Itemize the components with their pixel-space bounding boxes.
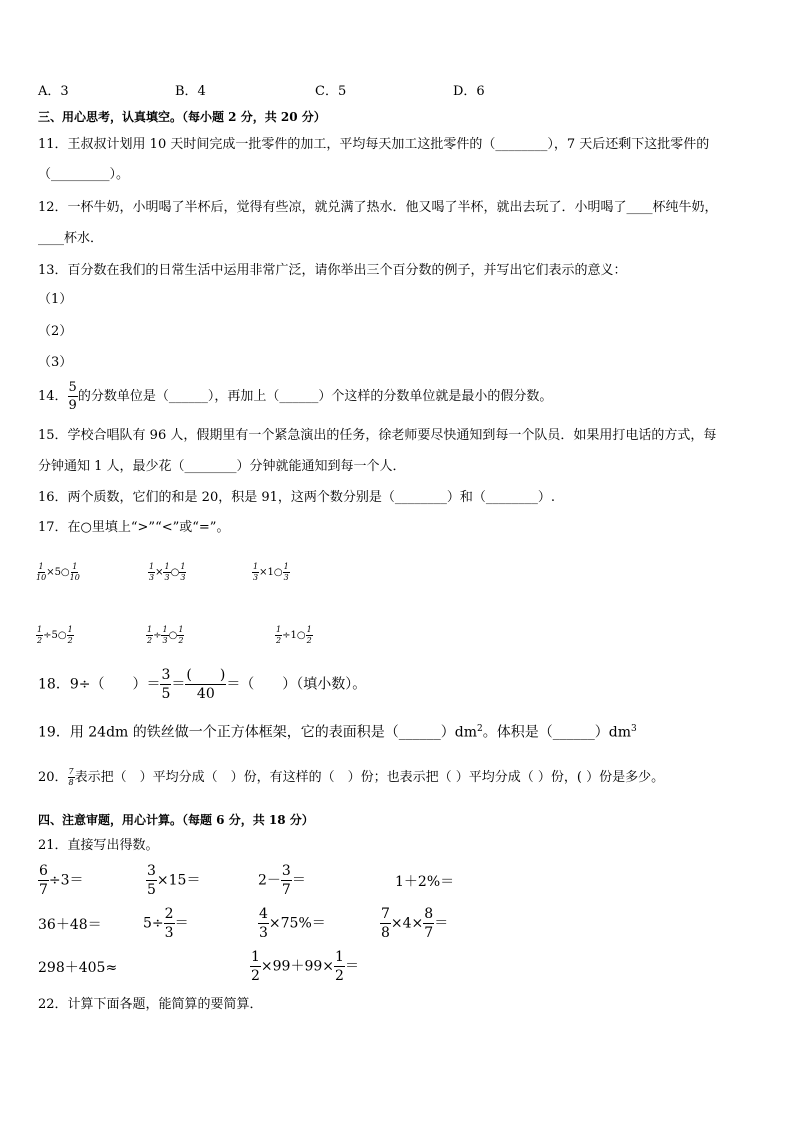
q21-r3-c1: 298＋405≈	[38, 960, 118, 976]
q11-line2: （_________）。	[38, 167, 130, 182]
q15-line1: 15．学校合唱队有 96 人，假期里有一个紧急演出的任务，徐老师要尽快通知到每一个队员．如果用打电话的方式，每	[38, 428, 717, 443]
q18-line: 18．9÷（ ）＝ $\frac{3}{5}$ ＝ $\frac{( )}{40}$ ＝（ ）（填小数）。	[38, 667, 367, 702]
q17-r2-c3: $\frac{1}{2}$ ÷1○ $\frac{1}{2}$	[276, 625, 312, 645]
option-d: D．6	[453, 84, 485, 99]
q14-prefix: 14．	[38, 389, 68, 404]
q15-line2: 分钟通知 1 人，最少花（________）分钟就能通知到每一个人．	[38, 459, 406, 474]
section3-title: 三、用心思考，认真填空。（每小题 2 分，共 20 分）	[38, 110, 326, 124]
q21-r1-c2: $\frac{3}{5}$ ×15＝	[147, 863, 201, 898]
q21-r2-c4: $\frac{7}{8}$ ×4× $\frac{8}{7}$ ＝	[381, 906, 449, 941]
q21-r2-c3: $\frac{4}{3}$ ×75%＝	[259, 906, 326, 941]
option-b: B．4	[175, 84, 206, 99]
option-a: A．3	[38, 84, 69, 99]
q16-line: 16．两个质数，它们的和是 20，积是 91，这两个数分别是（________）和（________）.	[38, 490, 556, 505]
q17-title: 17．在○里填上“>”“<”或“=”。	[38, 520, 230, 535]
q18-fraction-2: $\frac{( )}{40}$	[186, 667, 226, 702]
q18-fraction-1: $\frac{3}{5}$	[161, 667, 171, 702]
q17-r2-c2: $\frac{1}{2}$ ÷ $\frac{1}{3}$ ○ $\frac{1}{2}$	[147, 625, 184, 645]
q14-text: 的分数单位是（______），再加上（______）个这样的分数单位就是最小的假分数。	[77, 389, 553, 404]
q21-r2-c2: 5÷ $\frac{2}{3}$ ＝	[143, 906, 189, 941]
q21-r1-c3: 2－ $\frac{3}{7}$ ＝	[258, 863, 306, 898]
q13-item-3: （3）	[38, 355, 73, 370]
q21-r3-c3: $\frac{1}{2}$ ×99＋99× $\frac{1}{2}$ ＝	[251, 949, 359, 984]
q21-r2-c1: 36＋48＝	[38, 917, 102, 933]
q14-numerator: 5	[68, 380, 77, 395]
option-c: C．5	[315, 84, 347, 99]
q19-line: 19．用 24dm 的铁丝做一个正方体框架，它的表面积是$(\_\_\_\_\_\_)dm^2$。体积是$(\_\_\_\_\_\_)dm^3$	[38, 724, 637, 741]
q13-item-1: （1）	[38, 292, 73, 307]
q13-item-2: （2）	[38, 324, 73, 339]
q13-line1: 13．百分数在我们的日常生活中运用非常广泛，请你举出三个百分数的例子，并写出它们表示的意义：	[38, 263, 627, 278]
q12-line1: 12．一杯牛奶，小明喝了半杯后，觉得有些凉，就兑满了热水．他又喝了半杯，就出去玩了．小明喝了____杯纯牛奶，	[38, 200, 718, 215]
section4-title: 四、注意审题，用心计算。（每题 6 分，共 18 分）	[38, 813, 314, 827]
q17-r2-c1: $\frac{1}{2}$ ÷5○ $\frac{1}{2}$	[37, 625, 73, 645]
q21-title: 21．直接写出得数。	[38, 838, 159, 853]
q20-line: 20． $\frac{7}{8}$ 表示把（ ）平均分成（ ）份，有这样的（ ）份；也表示把（ ）平均分成（ ）份，( ）份是多少。	[38, 767, 665, 787]
q17-r1-c2: $\frac{1}{3}$ × $\frac{1}{3}$ ○ $\frac{1}{3}$	[149, 562, 186, 582]
q14-denominator: 9	[68, 398, 77, 413]
q14-line	[38, 381, 552, 412]
q21-r1-c4: 1＋2%＝	[395, 874, 455, 890]
q12-line2: ____杯水．	[38, 231, 104, 246]
q17-r1-c1: $\frac{1}{10}$ ×5○ $\frac{1}{10}$	[36, 562, 80, 582]
q14-fraction	[68, 381, 78, 412]
q17-r1-c3: $\frac{1}{3}$ ×1○ $\frac{1}{3}$	[253, 562, 289, 582]
q11-line1: 11．王叔叔计划用 10 天时间完成一批零件的加工，平均每天加工这批零件的（________），7 天后还剩下这批零件的	[38, 137, 710, 152]
q22-line: 22．计算下面各题，能简算的要简算．	[38, 997, 263, 1012]
q21-r1-c1: $\frac{6}{7}$ ÷3＝	[39, 863, 84, 898]
